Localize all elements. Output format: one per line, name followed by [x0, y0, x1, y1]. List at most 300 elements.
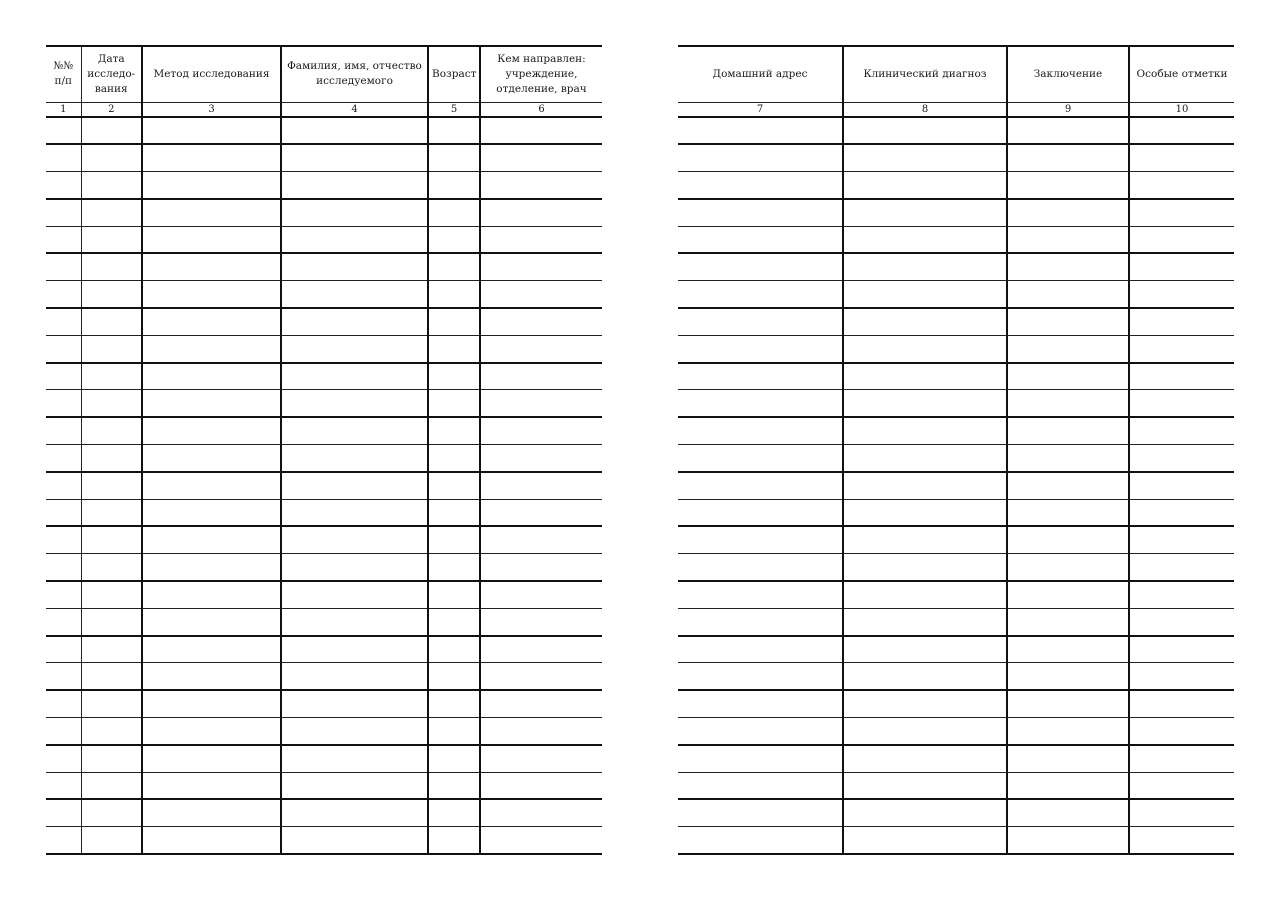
table-cell[interactable]: [81, 608, 142, 635]
table-cell[interactable]: [1129, 363, 1234, 390]
table-cell[interactable]: [843, 335, 1007, 362]
table-cell[interactable]: [46, 335, 81, 362]
table-cell[interactable]: [678, 799, 843, 826]
table-cell[interactable]: [1007, 799, 1129, 826]
table-cell[interactable]: [46, 636, 81, 663]
table-cell[interactable]: [843, 308, 1007, 335]
table-cell[interactable]: [81, 636, 142, 663]
table-cell[interactable]: [678, 499, 843, 526]
table-cell[interactable]: [81, 445, 142, 472]
table-cell[interactable]: [46, 690, 81, 717]
table-cell[interactable]: [81, 308, 142, 335]
table-cell[interactable]: [46, 226, 81, 253]
table-cell[interactable]: [81, 827, 142, 854]
table-cell[interactable]: [843, 636, 1007, 663]
table-row: [678, 445, 1234, 472]
table-cell[interactable]: [1129, 308, 1234, 335]
table-cell[interactable]: [46, 608, 81, 635]
table-cell[interactable]: [81, 363, 142, 390]
table-cell[interactable]: [843, 390, 1007, 417]
table-cell[interactable]: [843, 554, 1007, 581]
table-cell[interactable]: [480, 745, 602, 772]
table-cell[interactable]: [1129, 472, 1234, 499]
table-cell[interactable]: [428, 636, 480, 663]
table-row: [46, 172, 602, 199]
table-cell[interactable]: [1129, 499, 1234, 526]
table-cell[interactable]: [428, 526, 480, 553]
table-cell[interactable]: [46, 799, 81, 826]
table-cell[interactable]: [1007, 472, 1129, 499]
journal-rows-left: [46, 117, 602, 854]
table-cell[interactable]: [81, 226, 142, 253]
table-cell[interactable]: [1007, 526, 1129, 553]
table-cell[interactable]: [142, 144, 281, 171]
table-cell[interactable]: [281, 308, 428, 335]
table-row: [46, 144, 602, 171]
table-cell[interactable]: [678, 772, 843, 799]
table-cell[interactable]: [843, 363, 1007, 390]
table-cell[interactable]: [428, 253, 480, 280]
table-cell[interactable]: [1129, 581, 1234, 608]
table-cell[interactable]: [428, 827, 480, 854]
table-cell[interactable]: [281, 144, 428, 171]
table-cell[interactable]: [843, 445, 1007, 472]
table-cell[interactable]: [428, 663, 480, 690]
table-cell[interactable]: [1129, 663, 1234, 690]
table-row: [46, 827, 602, 854]
table-cell[interactable]: [678, 718, 843, 745]
table-cell[interactable]: [281, 472, 428, 499]
table-cell[interactable]: [678, 445, 843, 472]
table-cell[interactable]: [81, 663, 142, 690]
table-cell[interactable]: [1007, 827, 1129, 854]
table-cell[interactable]: [142, 745, 281, 772]
table-cell[interactable]: [281, 445, 428, 472]
table-cell[interactable]: [1007, 718, 1129, 745]
table-cell[interactable]: [1007, 281, 1129, 308]
table-cell[interactable]: [678, 199, 843, 226]
table-cell[interactable]: [81, 718, 142, 745]
table-cell[interactable]: [46, 390, 81, 417]
table-cell[interactable]: [281, 199, 428, 226]
table-cell[interactable]: [678, 417, 843, 444]
table-cell[interactable]: [142, 335, 281, 362]
table-cell[interactable]: [81, 581, 142, 608]
table-cell[interactable]: [142, 581, 281, 608]
table-cell[interactable]: [281, 663, 428, 690]
table-cell[interactable]: [1129, 390, 1234, 417]
table-cell[interactable]: [428, 117, 480, 144]
table-cell[interactable]: [428, 499, 480, 526]
table-cell[interactable]: [843, 718, 1007, 745]
table-cell[interactable]: [480, 636, 602, 663]
table-cell[interactable]: [843, 417, 1007, 444]
table-cell[interactable]: [843, 827, 1007, 854]
table-cell[interactable]: [843, 608, 1007, 635]
table-cell[interactable]: [81, 281, 142, 308]
table-cell[interactable]: [480, 554, 602, 581]
table-row: [678, 526, 1234, 553]
column-header: Домашний адрес: [678, 46, 843, 102]
table-cell[interactable]: [1007, 445, 1129, 472]
table-cell[interactable]: [1129, 799, 1234, 826]
table-cell[interactable]: [1007, 663, 1129, 690]
table-cell[interactable]: [428, 799, 480, 826]
table-cell[interactable]: [678, 663, 843, 690]
table-cell[interactable]: [142, 718, 281, 745]
table-cell[interactable]: [46, 745, 81, 772]
table-cell[interactable]: [678, 253, 843, 280]
table-cell[interactable]: [142, 690, 281, 717]
table-cell[interactable]: [46, 472, 81, 499]
table-cell[interactable]: [142, 226, 281, 253]
table-cell[interactable]: [678, 308, 843, 335]
table-cell[interactable]: [142, 281, 281, 308]
table-cell[interactable]: [81, 417, 142, 444]
table-cell[interactable]: [1007, 608, 1129, 635]
table-cell[interactable]: [142, 390, 281, 417]
table-cell[interactable]: [428, 554, 480, 581]
table-cell[interactable]: [843, 281, 1007, 308]
table-cell[interactable]: [46, 253, 81, 280]
table-cell[interactable]: [281, 390, 428, 417]
table-cell[interactable]: [678, 581, 843, 608]
table-cell[interactable]: [480, 281, 602, 308]
table-cell[interactable]: [428, 335, 480, 362]
table-cell[interactable]: [1129, 172, 1234, 199]
table-cell[interactable]: [46, 554, 81, 581]
table-cell[interactable]: [843, 526, 1007, 553]
table-cell[interactable]: [1129, 608, 1234, 635]
table-cell[interactable]: [1007, 581, 1129, 608]
table-cell[interactable]: [142, 199, 281, 226]
table-cell[interactable]: [142, 636, 281, 663]
table-cell[interactable]: [480, 499, 602, 526]
table-cell[interactable]: [480, 417, 602, 444]
table-cell[interactable]: [281, 117, 428, 144]
table-cell[interactable]: [678, 554, 843, 581]
table-cell[interactable]: [1129, 554, 1234, 581]
table-cell[interactable]: [142, 172, 281, 199]
table-cell[interactable]: [1129, 226, 1234, 253]
table-cell[interactable]: [281, 253, 428, 280]
table-cell[interactable]: [142, 472, 281, 499]
table-cell[interactable]: [281, 335, 428, 362]
table-cell[interactable]: [843, 253, 1007, 280]
table-cell[interactable]: [1129, 772, 1234, 799]
table-cell[interactable]: [81, 745, 142, 772]
table-cell[interactable]: [1007, 636, 1129, 663]
table-cell[interactable]: [46, 445, 81, 472]
table-cell[interactable]: [428, 417, 480, 444]
table-cell[interactable]: [46, 172, 81, 199]
table-cell[interactable]: [678, 390, 843, 417]
table-cell[interactable]: [281, 499, 428, 526]
table-cell[interactable]: [46, 663, 81, 690]
table-cell[interactable]: [843, 690, 1007, 717]
table-cell[interactable]: [81, 554, 142, 581]
table-cell[interactable]: [1007, 253, 1129, 280]
table-row: [46, 117, 602, 144]
table-cell[interactable]: [1129, 199, 1234, 226]
table-cell[interactable]: [843, 663, 1007, 690]
table-cell[interactable]: [1007, 308, 1129, 335]
table-cell[interactable]: [142, 827, 281, 854]
table-cell[interactable]: [281, 526, 428, 553]
table-cell[interactable]: [281, 226, 428, 253]
table-cell[interactable]: [480, 827, 602, 854]
table-cell[interactable]: [428, 608, 480, 635]
table-cell[interactable]: [843, 472, 1007, 499]
table-cell[interactable]: [142, 308, 281, 335]
table-cell[interactable]: [480, 772, 602, 799]
table-cell[interactable]: [1129, 745, 1234, 772]
table-cell[interactable]: [46, 526, 81, 553]
table-cell[interactable]: [1007, 390, 1129, 417]
table-cell[interactable]: [480, 172, 602, 199]
table-row: [678, 199, 1234, 226]
table-cell[interactable]: [81, 335, 142, 362]
table-cell[interactable]: [1007, 226, 1129, 253]
table-cell[interactable]: [81, 117, 142, 144]
table-row: [46, 472, 602, 499]
table-cell[interactable]: [678, 172, 843, 199]
table-cell[interactable]: [1129, 117, 1234, 144]
table-cell[interactable]: [1129, 827, 1234, 854]
table-cell[interactable]: [46, 581, 81, 608]
table-cell[interactable]: [428, 281, 480, 308]
table-cell[interactable]: [81, 144, 142, 171]
table-cell[interactable]: [81, 526, 142, 553]
table-cell[interactable]: [142, 363, 281, 390]
table-row: [46, 636, 602, 663]
table-cell[interactable]: [1007, 335, 1129, 362]
table-cell[interactable]: [281, 281, 428, 308]
table-cell[interactable]: [1129, 636, 1234, 663]
table-cell[interactable]: [1129, 253, 1234, 280]
table-cell[interactable]: [843, 172, 1007, 199]
table-row: [678, 663, 1234, 690]
table-cell[interactable]: [678, 690, 843, 717]
table-cell[interactable]: [81, 772, 142, 799]
right-page: [678, 45, 1234, 855]
column-header: Кем направлен: учреждение, отделение, врач: [480, 46, 602, 102]
table-cell[interactable]: [46, 281, 81, 308]
table-row: [678, 581, 1234, 608]
table-cell[interactable]: [281, 772, 428, 799]
table-cell[interactable]: [480, 117, 602, 144]
table-cell[interactable]: [428, 718, 480, 745]
table-cell[interactable]: [1129, 281, 1234, 308]
table-cell[interactable]: [678, 144, 843, 171]
table-cell[interactable]: [1007, 417, 1129, 444]
table-cell[interactable]: [428, 772, 480, 799]
table-cell[interactable]: [480, 445, 602, 472]
table-cell[interactable]: [142, 445, 281, 472]
table-cell[interactable]: [843, 499, 1007, 526]
table-cell[interactable]: [843, 226, 1007, 253]
table-cell[interactable]: [480, 799, 602, 826]
table-row: [46, 308, 602, 335]
table-cell[interactable]: [843, 199, 1007, 226]
table-cell[interactable]: [428, 199, 480, 226]
table-cell[interactable]: [281, 745, 428, 772]
table-cell[interactable]: [678, 827, 843, 854]
table-cell[interactable]: [46, 144, 81, 171]
table-cell[interactable]: [281, 690, 428, 717]
table-cell[interactable]: [46, 772, 81, 799]
table-cell[interactable]: [281, 608, 428, 635]
table-row: [46, 499, 602, 526]
table-cell[interactable]: [480, 718, 602, 745]
table-cell[interactable]: [843, 745, 1007, 772]
table-cell[interactable]: [142, 663, 281, 690]
table-cell[interactable]: [678, 335, 843, 362]
table-row: [46, 253, 602, 280]
table-cell[interactable]: [81, 690, 142, 717]
table-cell[interactable]: [843, 799, 1007, 826]
table-row: [678, 253, 1234, 280]
table-cell[interactable]: [1007, 499, 1129, 526]
table-cell[interactable]: [843, 772, 1007, 799]
table-cell[interactable]: [46, 417, 81, 444]
table-cell[interactable]: [678, 117, 843, 144]
table-cell[interactable]: [480, 526, 602, 553]
table-row: [678, 608, 1234, 635]
table-cell[interactable]: [678, 472, 843, 499]
table-cell[interactable]: [142, 253, 281, 280]
table-cell[interactable]: [142, 117, 281, 144]
table-cell[interactable]: [1007, 144, 1129, 171]
table-cell[interactable]: [678, 608, 843, 635]
table-cell[interactable]: [1007, 745, 1129, 772]
table-cell[interactable]: [480, 308, 602, 335]
table-cell[interactable]: [480, 363, 602, 390]
table-cell[interactable]: [428, 308, 480, 335]
table-cell[interactable]: [480, 581, 602, 608]
table-cell[interactable]: [678, 363, 843, 390]
table-cell[interactable]: [480, 144, 602, 171]
table-cell[interactable]: [142, 499, 281, 526]
table-cell[interactable]: [281, 554, 428, 581]
table-cell[interactable]: [428, 144, 480, 171]
table-cell[interactable]: [1007, 117, 1129, 144]
table-cell[interactable]: [281, 363, 428, 390]
table-cell[interactable]: [480, 390, 602, 417]
table-cell[interactable]: [1129, 690, 1234, 717]
table-cell[interactable]: [281, 581, 428, 608]
table-cell[interactable]: [281, 827, 428, 854]
table-cell[interactable]: [142, 417, 281, 444]
table-cell[interactable]: [480, 335, 602, 362]
table-row: [46, 581, 602, 608]
table-cell[interactable]: [678, 226, 843, 253]
table-cell[interactable]: [46, 718, 81, 745]
table-cell[interactable]: [46, 308, 81, 335]
table-cell[interactable]: [142, 799, 281, 826]
table-cell[interactable]: [428, 745, 480, 772]
table-cell[interactable]: [142, 772, 281, 799]
table-cell[interactable]: [678, 636, 843, 663]
table-cell[interactable]: [1129, 718, 1234, 745]
table-cell[interactable]: [1129, 445, 1234, 472]
table-cell[interactable]: [480, 472, 602, 499]
table-cell[interactable]: [1129, 335, 1234, 362]
table-cell[interactable]: [281, 417, 428, 444]
table-cell[interactable]: [1007, 363, 1129, 390]
table-cell[interactable]: [46, 199, 81, 226]
table-cell[interactable]: [480, 690, 602, 717]
table-cell[interactable]: [1007, 199, 1129, 226]
column-header: Фамилия, имя, отчество исследуемого: [281, 46, 428, 102]
table-cell[interactable]: [81, 799, 142, 826]
table-cell[interactable]: [281, 799, 428, 826]
table-cell[interactable]: [142, 554, 281, 581]
table-cell[interactable]: [46, 363, 81, 390]
table-cell[interactable]: [428, 690, 480, 717]
table-cell[interactable]: [480, 199, 602, 226]
table-cell[interactable]: [428, 172, 480, 199]
column-header: Возраст: [428, 46, 480, 102]
table-cell[interactable]: [1007, 690, 1129, 717]
table-cell[interactable]: [142, 608, 281, 635]
table-cell[interactable]: [480, 663, 602, 690]
table-cell[interactable]: [281, 718, 428, 745]
table-cell[interactable]: [81, 253, 142, 280]
table-cell[interactable]: [1129, 417, 1234, 444]
table-cell[interactable]: [81, 199, 142, 226]
table-cell[interactable]: [46, 827, 81, 854]
table-cell[interactable]: [46, 499, 81, 526]
table-cell[interactable]: [428, 226, 480, 253]
table-cell[interactable]: [1007, 172, 1129, 199]
table-cell[interactable]: [281, 172, 428, 199]
column-number-row: [46, 102, 602, 117]
table-row: [46, 608, 602, 635]
table-cell[interactable]: [1129, 144, 1234, 171]
table-cell[interactable]: [428, 390, 480, 417]
table-cell[interactable]: [81, 390, 142, 417]
table-cell[interactable]: [480, 608, 602, 635]
table-cell[interactable]: [678, 526, 843, 553]
table-cell[interactable]: [46, 117, 81, 144]
table-row: [678, 117, 1234, 144]
header-row: [678, 46, 1234, 102]
table-cell[interactable]: [81, 172, 142, 199]
table-cell[interactable]: [480, 226, 602, 253]
table-cell[interactable]: [843, 144, 1007, 171]
table-cell[interactable]: [281, 636, 428, 663]
table-cell[interactable]: [678, 281, 843, 308]
table-row: [46, 445, 602, 472]
table-cell[interactable]: [142, 526, 281, 553]
table-cell[interactable]: [480, 253, 602, 280]
table-cell[interactable]: [1007, 772, 1129, 799]
table-cell[interactable]: [428, 472, 480, 499]
table-cell[interactable]: [428, 363, 480, 390]
table-row: [46, 554, 602, 581]
table-cell[interactable]: [428, 445, 480, 472]
table-cell[interactable]: [1007, 554, 1129, 581]
table-cell[interactable]: [428, 581, 480, 608]
table-cell[interactable]: [843, 117, 1007, 144]
table-cell[interactable]: [81, 472, 142, 499]
table-cell[interactable]: [81, 499, 142, 526]
column-number: 2: [81, 102, 142, 117]
table-cell[interactable]: [678, 745, 843, 772]
table-cell[interactable]: [843, 581, 1007, 608]
table-cell[interactable]: [1129, 526, 1234, 553]
